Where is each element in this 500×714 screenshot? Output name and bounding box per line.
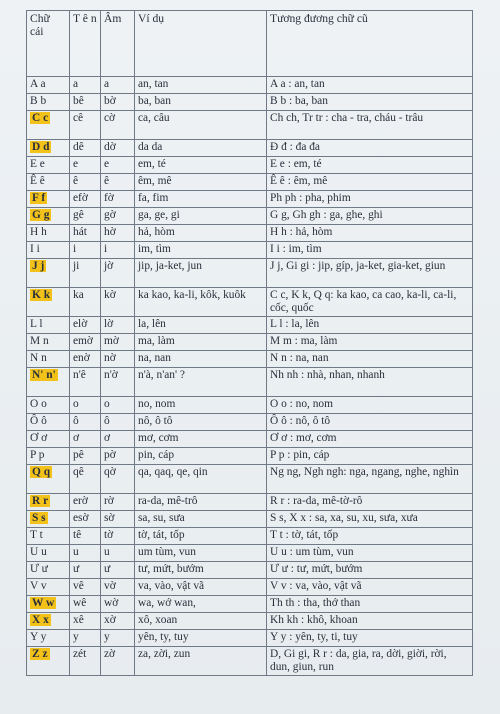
old-form-cell: G g, Gh gh : ga, ghe, ghi — [267, 208, 473, 225]
letter-cell: P p — [27, 448, 70, 465]
highlighted-letter: F f — [32, 192, 46, 204]
highlighted-letter: D d — [32, 141, 50, 153]
letter-cell: L l — [27, 317, 70, 334]
table-row — [27, 465, 473, 494]
table-row — [27, 528, 473, 545]
name-cell: esờ — [70, 511, 101, 528]
header-example: Ví dụ — [135, 11, 267, 77]
name-cell: u — [70, 545, 101, 562]
example-cell: mơ, cơm — [135, 431, 267, 448]
sound-cell: ê — [101, 174, 135, 191]
sound-cell: zờ — [101, 647, 135, 676]
name-cell: ê — [70, 174, 101, 191]
letter-cell: H h — [27, 225, 70, 242]
name-cell: ơ — [70, 431, 101, 448]
example-cell: yên, ty, tuy — [135, 630, 267, 647]
name-cell: dê — [70, 140, 101, 157]
sound-cell: gờ — [101, 208, 135, 225]
table-row — [27, 174, 473, 191]
old-form-cell: H h : hả, hòm — [267, 225, 473, 242]
old-form-cell: Ph ph : pha, phim — [267, 191, 473, 208]
old-form-cell: N n : na, nan — [267, 351, 473, 368]
name-cell: erờ — [70, 494, 101, 511]
highlighted-letter: S s — [32, 512, 46, 524]
letter-cell — [27, 208, 70, 225]
old-form-cell: V v : va, vào, vật vã — [267, 579, 473, 596]
table-row — [27, 630, 473, 647]
table-row — [27, 242, 473, 259]
table-row — [27, 111, 473, 140]
example-cell: nô, ô tô — [135, 414, 267, 431]
letter-cell — [27, 191, 70, 208]
name-cell: ư — [70, 562, 101, 579]
table-row — [27, 579, 473, 596]
sound-cell: y — [101, 630, 135, 647]
letter-cell: B b — [27, 94, 70, 111]
highlighted-letter: R r — [32, 495, 49, 507]
letter-cell: U u — [27, 545, 70, 562]
sound-cell: jờ — [101, 259, 135, 288]
old-form-cell: Y y : yên, ty, ti, tuy — [267, 630, 473, 647]
sound-cell: n'ờ — [101, 368, 135, 397]
name-cell: efờ — [70, 191, 101, 208]
example-cell: im, tìm — [135, 242, 267, 259]
table-row — [27, 596, 473, 613]
name-cell: ka — [70, 288, 101, 317]
highlighted-letter: W w — [32, 597, 55, 609]
table-row — [27, 613, 473, 630]
table-row — [27, 208, 473, 225]
name-cell: qê — [70, 465, 101, 494]
old-form-cell: Ê ê : êm, mê — [267, 174, 473, 191]
old-form-cell: O o : no, nom — [267, 397, 473, 414]
old-form-cell: Ư ư : tư, mứt, bướm — [267, 562, 473, 579]
table-row — [27, 225, 473, 242]
highlighted-letter: X x — [32, 614, 49, 626]
letter-cell — [27, 596, 70, 613]
name-cell: cê — [70, 111, 101, 140]
example-cell: qa, qaq, qe, qin — [135, 465, 267, 494]
table-row — [27, 414, 473, 431]
header-letter: Chữ cái — [27, 11, 70, 77]
letter-cell — [27, 368, 70, 397]
name-cell: i — [70, 242, 101, 259]
letter-cell: I i — [27, 242, 70, 259]
old-form-cell: D, Gi gi, R r : da, gia, ra, dời, giời, rời, dun, giun, run — [267, 647, 473, 676]
example-cell: na, nan — [135, 351, 267, 368]
letter-cell: Ư ư — [27, 562, 70, 579]
old-form-cell: I i : im, tìm — [267, 242, 473, 259]
sound-cell: xờ — [101, 613, 135, 630]
name-cell: a — [70, 77, 101, 94]
sound-cell: u — [101, 545, 135, 562]
old-form-cell: Ô ô : nô, ô tô — [267, 414, 473, 431]
sound-cell: ơ — [101, 431, 135, 448]
example-cell: la, lên — [135, 317, 267, 334]
sound-cell: bờ — [101, 94, 135, 111]
example-cell: xô, xoan — [135, 613, 267, 630]
letter-cell — [27, 647, 70, 676]
letter-cell: Ê ê — [27, 174, 70, 191]
letter-cell: O o — [27, 397, 70, 414]
sound-cell: mờ — [101, 334, 135, 351]
example-cell: hả, hòm — [135, 225, 267, 242]
example-cell: da da — [135, 140, 267, 157]
old-form-cell: B b : ba, ban — [267, 94, 473, 111]
example-cell: ga, ge, gi — [135, 208, 267, 225]
sound-cell: ô — [101, 414, 135, 431]
letter-cell — [27, 288, 70, 317]
sound-cell: dờ — [101, 140, 135, 157]
example-cell: n'à, n'an' ? — [135, 368, 267, 397]
example-cell: no, nom — [135, 397, 267, 414]
letter-cell — [27, 511, 70, 528]
table-row — [27, 545, 473, 562]
old-form-cell: J j, Gi gi : jip, gíp, ja-ket, gia-ket, giun — [267, 259, 473, 288]
table-row — [27, 351, 473, 368]
old-form-cell: U u : um tùm, vun — [267, 545, 473, 562]
example-cell: em, té — [135, 157, 267, 174]
old-form-cell: T t : tờ, tát, tốp — [267, 528, 473, 545]
header-name: T ê n — [70, 11, 101, 77]
name-cell: hát — [70, 225, 101, 242]
name-cell: ji — [70, 259, 101, 288]
example-cell: ba, ban — [135, 94, 267, 111]
old-form-cell: P p : pin, cáp — [267, 448, 473, 465]
name-cell: e — [70, 157, 101, 174]
sound-cell: lờ — [101, 317, 135, 334]
table-row — [27, 259, 473, 288]
table-row — [27, 562, 473, 579]
name-cell: y — [70, 630, 101, 647]
table-row — [27, 494, 473, 511]
sound-cell: a — [101, 77, 135, 94]
letter-cell: A a — [27, 77, 70, 94]
letter-cell: N n — [27, 351, 70, 368]
example-cell: ca, câu — [135, 111, 267, 140]
name-cell: wê — [70, 596, 101, 613]
letter-cell — [27, 494, 70, 511]
highlighted-letter: Z z — [32, 648, 48, 660]
table-row — [27, 511, 473, 528]
highlighted-letter: J j — [32, 260, 45, 272]
name-cell: xê — [70, 613, 101, 630]
old-form-cell: Ng ng, Ngh ngh: nga, ngang, nghe, nghìn — [267, 465, 473, 494]
highlighted-letter: G g — [32, 209, 50, 221]
sound-cell: fờ — [101, 191, 135, 208]
table-row — [27, 140, 473, 157]
old-form-cell: Ơ ơ : mơ, cơm — [267, 431, 473, 448]
old-form-cell: Nh nh : nhà, nhan, nhanh — [267, 368, 473, 397]
example-cell: um tùm, vun — [135, 545, 267, 562]
example-cell: ka kao, ka-li, kôk, kuôk — [135, 288, 267, 317]
old-form-cell: Đ đ : đa đa — [267, 140, 473, 157]
table-row — [27, 368, 473, 397]
old-form-cell: S s, X x : sa, xa, su, xu, sưa, xưa — [267, 511, 473, 528]
name-cell: bê — [70, 94, 101, 111]
sound-cell: kờ — [101, 288, 135, 317]
example-cell: va, vào, vật vã — [135, 579, 267, 596]
sound-cell: rờ — [101, 494, 135, 511]
old-form-cell: Th th : tha, thớ than — [267, 596, 473, 613]
sound-cell: hờ — [101, 225, 135, 242]
old-form-cell: Ch ch, Tr tr : cha - tra, cháu - trâu — [267, 111, 473, 140]
name-cell: gê — [70, 208, 101, 225]
old-form-cell: A a : an, tan — [267, 77, 473, 94]
highlighted-letter: C c — [32, 112, 49, 124]
letter-cell: V v — [27, 579, 70, 596]
sound-cell: o — [101, 397, 135, 414]
header-sound: Âm — [101, 11, 135, 77]
letter-cell: E e — [27, 157, 70, 174]
name-cell: vê — [70, 579, 101, 596]
name-cell: pê — [70, 448, 101, 465]
letter-cell — [27, 140, 70, 157]
old-form-cell: M m : ma, làm — [267, 334, 473, 351]
letter-cell — [27, 259, 70, 288]
table-row — [27, 431, 473, 448]
header-old: Tương đương chữ cũ — [267, 11, 473, 77]
letter-cell: Ơ ơ — [27, 431, 70, 448]
sound-cell: cờ — [101, 111, 135, 140]
letter-cell: Y y — [27, 630, 70, 647]
table-row — [27, 191, 473, 208]
table-row — [27, 317, 473, 334]
sound-cell: wờ — [101, 596, 135, 613]
name-cell: tê — [70, 528, 101, 545]
name-cell: ô — [70, 414, 101, 431]
table-body — [27, 77, 473, 676]
old-form-cell: Kh kh : khô, khoan — [267, 613, 473, 630]
table-row — [27, 157, 473, 174]
table-row — [27, 448, 473, 465]
old-form-cell: C c, K k, Q q: ka kao, ca cao, ka-li, ca-li, cốc, quốc — [267, 288, 473, 317]
highlighted-letter: N' n' — [32, 369, 56, 381]
example-cell: êm, mê — [135, 174, 267, 191]
name-cell: emờ — [70, 334, 101, 351]
example-cell: jip, ja-ket, jun — [135, 259, 267, 288]
example-cell: tư, mứt, bướm — [135, 562, 267, 579]
table-row — [27, 334, 473, 351]
letter-cell: M n — [27, 334, 70, 351]
name-cell: enờ — [70, 351, 101, 368]
example-cell: wa, wớ wan, — [135, 596, 267, 613]
example-cell: an, tan — [135, 77, 267, 94]
sound-cell: i — [101, 242, 135, 259]
example-cell: pin, cáp — [135, 448, 267, 465]
name-cell: o — [70, 397, 101, 414]
table-row — [27, 94, 473, 111]
old-form-cell: L l : la, lên — [267, 317, 473, 334]
letter-cell: T t — [27, 528, 70, 545]
example-cell: tờ, tát, tốp — [135, 528, 267, 545]
letter-cell — [27, 465, 70, 494]
letter-cell — [27, 111, 70, 140]
table-row — [27, 647, 473, 676]
example-cell: za, zời, zun — [135, 647, 267, 676]
highlighted-letter: K k — [32, 289, 51, 301]
sound-cell: tờ — [101, 528, 135, 545]
example-cell: ma, làm — [135, 334, 267, 351]
header-row — [27, 11, 473, 77]
name-cell: n'ê — [70, 368, 101, 397]
sound-cell: pờ — [101, 448, 135, 465]
letter-cell — [27, 613, 70, 630]
name-cell: elờ — [70, 317, 101, 334]
margin-mark — [2, 700, 8, 708]
sound-cell: sờ — [101, 511, 135, 528]
example-cell: fa, fim — [135, 191, 267, 208]
sound-cell: vờ — [101, 579, 135, 596]
sound-cell: nờ — [101, 351, 135, 368]
sound-cell: qờ — [101, 465, 135, 494]
table-row — [27, 288, 473, 317]
table-row — [27, 397, 473, 414]
table-row — [27, 77, 473, 94]
sound-cell: ư — [101, 562, 135, 579]
alphabet-table — [26, 10, 473, 676]
name-cell: zét — [70, 647, 101, 676]
example-cell: ra-da, mê-trô — [135, 494, 267, 511]
letter-cell: Ô ô — [27, 414, 70, 431]
old-form-cell: R r : ra-da, mê-tờ-rô — [267, 494, 473, 511]
old-form-cell: E e : em, té — [267, 157, 473, 174]
sound-cell: e — [101, 157, 135, 174]
example-cell: sa, su, sưa — [135, 511, 267, 528]
highlighted-letter: Q q — [32, 466, 51, 478]
